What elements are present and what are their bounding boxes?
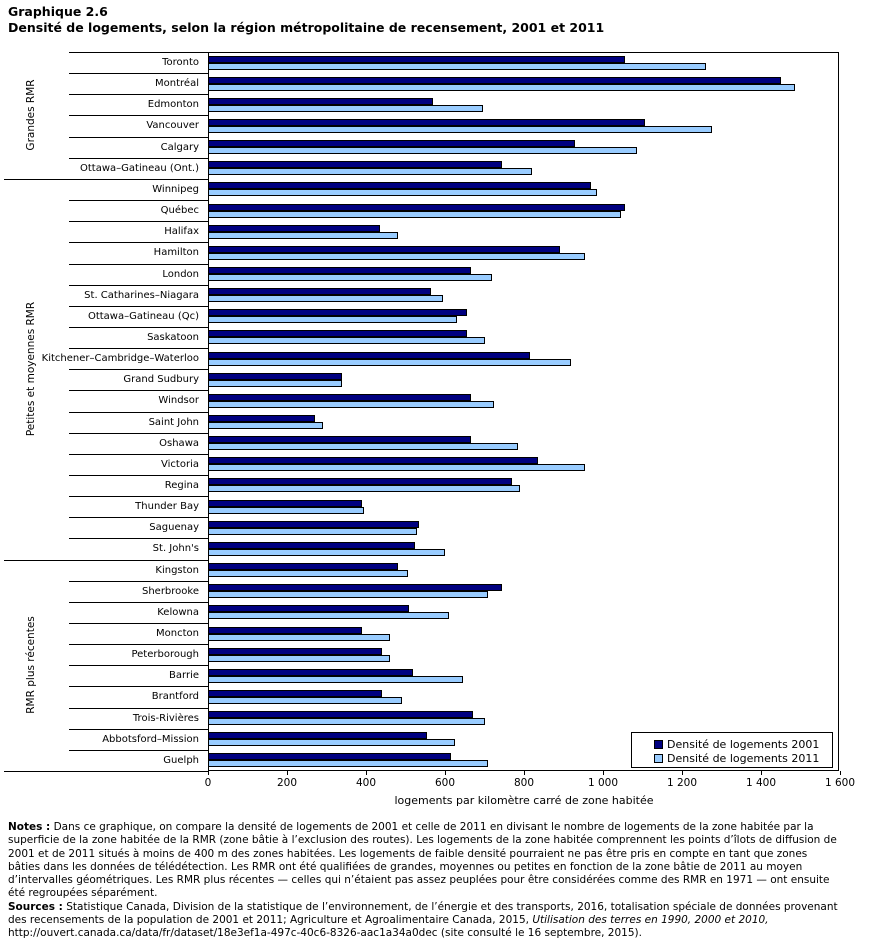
note-text: 2001 et de 2011 situés à moins de 400 m des zones habitées. Les logements de faible densité pourraient ne pas être pris en compte en tant que zones [8, 847, 808, 860]
note-text: Dans ce graphique, on compare la densité de logements de 2001 et celle de 2011 en divisant le nombre de logements de la zone habitée par la [50, 821, 814, 833]
bar-2011-25 [208, 591, 488, 598]
category-separator-line [69, 242, 208, 243]
bar-2001-1 [208, 77, 781, 84]
x-tick [840, 771, 841, 775]
category-separator-line [69, 348, 208, 349]
bar-2001-11 [208, 288, 431, 295]
bar-2011-18 [208, 443, 518, 450]
category-label [0, 454, 199, 475]
bar-2011-1 [208, 84, 795, 91]
bar-2001-32 [208, 732, 427, 739]
note-line [8, 834, 874, 847]
category-separator-line [69, 412, 208, 413]
bar-2001-6 [208, 182, 591, 189]
category-label-text: Grand Sudbury [123, 374, 199, 386]
bar-2011-7 [208, 211, 621, 218]
bar-2011-30 [208, 697, 402, 704]
x-axis-title: logements par kilomètre carré de zone habitée [394, 794, 654, 807]
x-tick-label: 400 [355, 777, 377, 789]
category-separator-line [69, 137, 208, 138]
category-label-text: Winnipeg [152, 183, 199, 195]
bar-2011-20 [208, 485, 520, 492]
category-label-text: Moncton [156, 628, 199, 639]
bar-2001-23 [208, 542, 415, 549]
notes-and-sources [8, 821, 874, 941]
group-label: Grandes RMR [25, 79, 37, 151]
category-label [0, 560, 199, 581]
category-label [0, 52, 199, 73]
category-separator-line [69, 686, 208, 687]
category-separator-line [69, 623, 208, 624]
bar-2001-3 [208, 119, 645, 126]
category-separator-line [69, 264, 208, 265]
category-separator-line [69, 369, 208, 370]
legend-label: Densité de logements 2011 [667, 751, 820, 765]
note-label-bold: Notes : [8, 821, 51, 833]
legend-item [654, 737, 832, 751]
category-label-text: London [162, 268, 199, 280]
category-separator-line [69, 115, 208, 116]
category-label-text: Hamilton [153, 247, 199, 259]
x-tick-label: 600 [434, 777, 456, 789]
category-label-text: St. John's [152, 543, 199, 555]
category-label [0, 158, 199, 179]
x-tick-label: 200 [276, 777, 298, 789]
bar-2011-9 [208, 253, 585, 260]
category-label [0, 264, 199, 285]
bar-2001-0 [208, 56, 625, 63]
note-text-italic: Utilisation des terres en 1990, 2000 et 2010, [532, 914, 769, 927]
legend-label: Densité de logements 2001 [667, 737, 820, 751]
category-label-text: Windsor [158, 395, 199, 407]
category-separator-line [69, 644, 208, 645]
category-label-text: Brantford [151, 691, 199, 703]
bar-2011-28 [208, 655, 390, 662]
axis-top-line [69, 52, 208, 53]
category-label-text: Toronto [162, 57, 199, 68]
category-label [0, 729, 199, 750]
bar-2001-14 [208, 352, 530, 359]
plot-area-border [208, 52, 839, 771]
category-label-text: Kingston [155, 564, 199, 576]
category-separator-line [69, 602, 208, 603]
note-line [8, 927, 874, 940]
category-separator-line [69, 390, 208, 391]
category-separator-line [69, 708, 208, 709]
bar-2011-21 [208, 507, 364, 514]
bar-2011-8 [208, 232, 398, 239]
note-text: des recensements de la population de 2001 et 2011; Agriculture et Agroalimentaire Canada, 2015, [8, 914, 533, 927]
bar-2011-4 [208, 147, 637, 154]
category-separator-line [69, 94, 208, 95]
bar-2011-17 [208, 422, 323, 429]
bar-2011-13 [208, 337, 485, 344]
note-text: superficie de la zone habitée de la RMR (zone bâtie à l’exclusion des routes). Les logements de la zone habitée comprennent les points d’îlots de diffusion de [8, 834, 837, 847]
category-separator-line [69, 729, 208, 730]
bar-2001-10 [208, 267, 471, 274]
category-label-text: St. Catharines–Niagara [84, 289, 199, 301]
bar-2011-29 [208, 676, 463, 683]
category-separator-line [69, 73, 208, 74]
note-line [8, 887, 874, 900]
bar-2001-31 [208, 711, 473, 718]
note-text: bâties dans les données de télédétection. Les RMR ont été qualifiées de grandes, moyennes ou petites en fonction de la zone bâtie de 2011 au moyen [8, 860, 803, 873]
category-label-text: Halifax [164, 226, 199, 238]
note-line [8, 901, 874, 914]
bar-2011-31 [208, 718, 485, 725]
note-label-bold: Sources : [8, 900, 63, 913]
bar-2011-12 [208, 316, 457, 323]
category-label [0, 517, 199, 538]
bar-2011-6 [208, 189, 597, 196]
note-line [8, 861, 874, 874]
x-tick-label: 800 [513, 777, 535, 789]
bar-2011-0 [208, 63, 706, 70]
bar-2011-2 [208, 105, 483, 112]
category-separator-line [69, 750, 208, 751]
category-separator-line [69, 285, 208, 286]
category-label-text: Kelowna [157, 606, 199, 618]
category-label [0, 179, 199, 200]
group-separator-line [4, 771, 208, 772]
note-text: http://ouvert.canada.ca/data/fr/dataset/18e3ef1a-497c-40c6-8326-aac1a34a0dec (site consulté le 16 septembre, 2015). [8, 927, 642, 940]
legend-swatch-2011 [654, 754, 663, 763]
x-tick [524, 771, 525, 775]
category-label-text: Victoria [161, 458, 199, 470]
category-label-text: Montréal [155, 78, 199, 90]
bar-2001-17 [208, 415, 315, 422]
legend-swatch-2001 [654, 740, 663, 749]
bar-2001-20 [208, 478, 512, 485]
category-label-text: Sherbrooke [141, 585, 199, 597]
x-tick [208, 771, 209, 775]
category-label [0, 496, 199, 517]
note-line [8, 821, 874, 834]
category-label-text: Calgary [160, 141, 199, 153]
bar-2011-16 [208, 401, 494, 408]
x-tick [445, 771, 446, 775]
bar-2011-19 [208, 464, 585, 471]
bar-2001-7 [208, 204, 625, 211]
bar-2001-27 [208, 627, 362, 634]
category-separator-line [69, 454, 208, 455]
bar-2001-24 [208, 563, 398, 570]
category-separator-line [69, 158, 208, 159]
category-label-text: Ottawa–Gatineau (Qc) [87, 310, 199, 322]
category-label-text: Kitchener–Cambridge–Waterloo [41, 353, 199, 365]
category-label-text: Saint John [148, 416, 199, 428]
bar-2011-33 [208, 760, 488, 767]
chart-number: Graphique 2.6 [8, 4, 108, 19]
category-label-text: Abbotsford–Mission [102, 733, 199, 745]
category-separator-line [69, 665, 208, 666]
bar-2011-14 [208, 359, 571, 366]
legend [631, 732, 833, 768]
bar-2011-3 [208, 126, 712, 133]
note-line [8, 914, 874, 927]
x-tick [682, 771, 683, 775]
note-line [8, 848, 874, 861]
category-separator-line [69, 306, 208, 307]
x-tick-label: 0 [204, 777, 212, 789]
chart-title: Densité de logements, selon la région métropolitaine de recensement, 2001 et 2011 [8, 20, 605, 35]
category-separator-line [69, 538, 208, 539]
category-label-text: Oshawa [159, 437, 199, 449]
x-tick-label: 1 400 [745, 777, 777, 789]
category-label [0, 242, 199, 263]
category-separator-line [69, 475, 208, 476]
bar-2011-22 [208, 528, 417, 535]
category-separator-line [69, 496, 208, 497]
x-tick [366, 771, 367, 775]
bar-2001-33 [208, 753, 451, 760]
category-label [0, 538, 199, 559]
note-line [8, 874, 874, 887]
group-separator-line [4, 179, 208, 180]
category-label-text: Regina [164, 479, 199, 491]
bar-2001-9 [208, 246, 560, 253]
note-text: d’intervalles géométriques. Les RMR plus récentes — celles qui n’étaient pas assez peuplées pour être considérées comme des RMR en 1971 — ont ensuite [8, 874, 830, 887]
bar-2001-21 [208, 500, 362, 507]
bar-2011-24 [208, 570, 408, 577]
note-text: été regroupées séparément. [8, 887, 158, 900]
category-label [0, 581, 199, 602]
group-label: RMR plus récentes [25, 616, 37, 715]
bar-2001-13 [208, 330, 467, 337]
bar-2001-5 [208, 161, 502, 168]
x-tick-label: 1 000 [587, 777, 619, 789]
category-label [0, 750, 199, 771]
x-tick-label: 1 600 [824, 777, 856, 789]
category-label-text: Ottawa–Gatineau (Ont.) [80, 162, 199, 174]
category-label-text: Saskatoon [147, 331, 199, 343]
bar-2001-2 [208, 98, 433, 105]
bar-2011-10 [208, 274, 492, 281]
group-label: Petites et moyennes RMR [25, 302, 37, 437]
bar-2001-4 [208, 140, 575, 147]
bar-2001-22 [208, 521, 419, 528]
category-separator-line [69, 433, 208, 434]
group-separator-line [4, 560, 208, 561]
category-label-text: Vancouver [146, 120, 199, 132]
bar-2011-27 [208, 634, 390, 641]
bar-2001-26 [208, 605, 409, 612]
bar-2001-19 [208, 457, 538, 464]
bar-2001-15 [208, 373, 342, 380]
category-label-text: Thunder Bay [135, 501, 199, 513]
category-separator-line [69, 221, 208, 222]
bar-2011-11 [208, 295, 443, 302]
category-separator-line [69, 200, 208, 201]
bar-2001-12 [208, 309, 467, 316]
category-label-text: Edmonton [147, 99, 199, 111]
category-label [0, 200, 199, 221]
category-label-text: Guelph [163, 754, 199, 766]
category-label [0, 475, 199, 496]
category-label [0, 221, 199, 242]
bar-2001-18 [208, 436, 471, 443]
note-text: Statistique Canada, Division de la statistique de l’environnement, de l’énergie et des transports, 2016, totalisation spéciale de données provenant [62, 900, 838, 913]
x-tick [287, 771, 288, 775]
bar-2001-28 [208, 648, 382, 655]
bar-2001-8 [208, 225, 380, 232]
bar-2011-15 [208, 380, 342, 387]
bar-2011-26 [208, 612, 449, 619]
category-label-text: Québec [160, 205, 199, 216]
x-tick [761, 771, 762, 775]
bar-2011-23 [208, 549, 445, 556]
bar-2001-30 [208, 690, 382, 697]
bar-2001-25 [208, 584, 502, 591]
bar-2001-16 [208, 394, 471, 401]
bar-2001-29 [208, 669, 413, 676]
category-label-text: Saguenay [149, 522, 199, 534]
category-separator-line [69, 517, 208, 518]
category-label-text: Peterborough [131, 649, 199, 661]
x-tick-label: 1 200 [666, 777, 698, 789]
category-label-text: Barrie [169, 670, 199, 682]
category-separator-line [69, 581, 208, 582]
bar-2011-32 [208, 739, 455, 746]
x-tick [603, 771, 604, 775]
bar-2011-5 [208, 168, 532, 175]
legend-item [654, 751, 832, 765]
category-label-text: Trois-Rivières [132, 712, 199, 724]
category-separator-line [69, 327, 208, 328]
